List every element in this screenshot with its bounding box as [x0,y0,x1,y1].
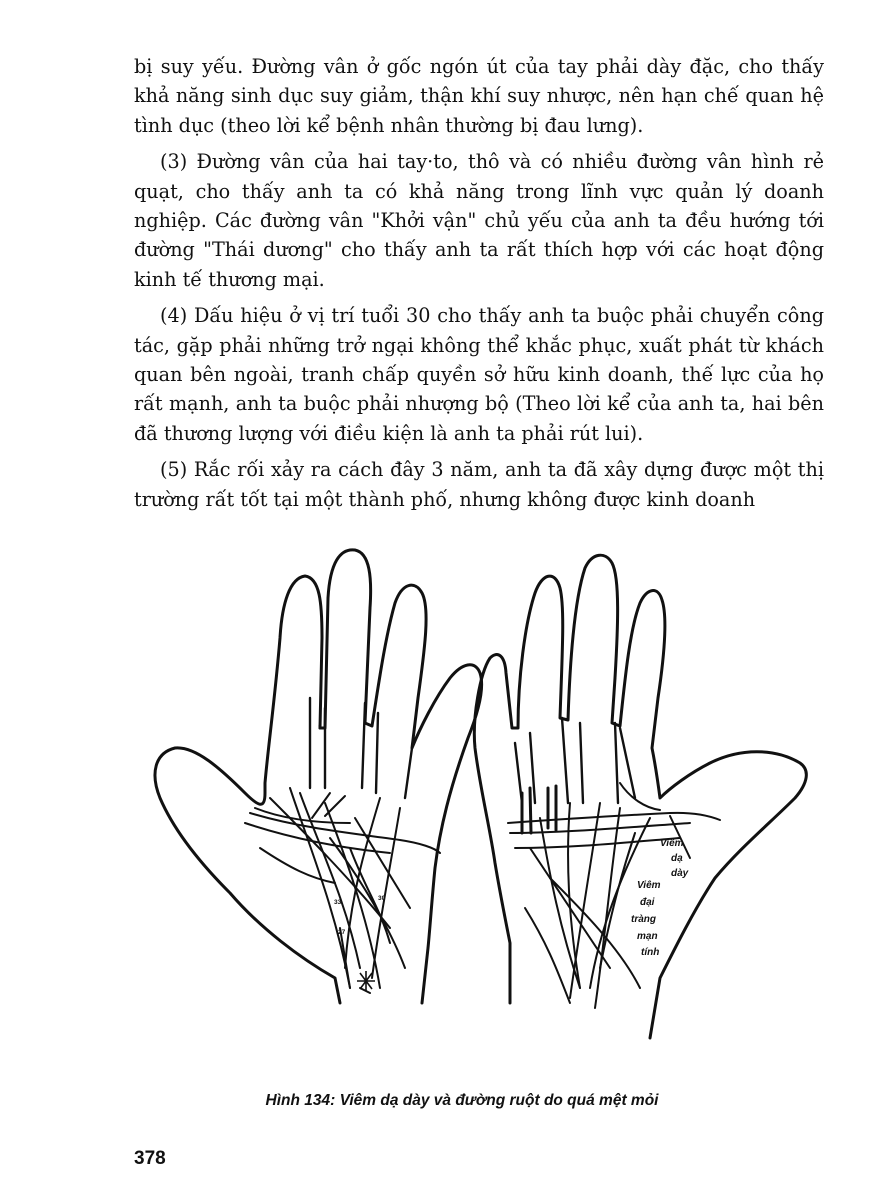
mark-27: 27 [338,929,346,936]
label-dai: đại [640,897,655,908]
label-da: dạ [671,853,683,864]
right-hand-outline [474,555,806,1038]
paragraph-4: (5) Rắc rối xảy ra cách đây 3 năm, anh ta đã xây dựng được một thị trường rất tốt tại một thành phố, nhưng không được kinh doanh [134,458,824,511]
figure-caption: Hình 134: Viêm dạ dày và đường ruột do quá mệt mỏi [265,1092,659,1109]
page-number: 378 [134,1148,166,1169]
body-text [134,52,824,521]
label-day: dày [671,868,689,879]
mark-33: 33 [334,899,342,906]
label-man: mạn [637,931,658,942]
label-tinh: tính [641,947,660,958]
paragraph-1: bị suy yếu. Đường vân ở gốc ngón út của tay phải dày đặc, cho thấy khả năng sinh dục suy giảm, thận khí suy nhược, nên hạn chế quan hệ tình dục (theo lời kể bệnh nhân thường bị đau lưng). [134,55,824,137]
paragraph-2: (3) Đường vân của hai tay·to, thô và có nhiều đường vân hình rẻ quạt, cho thấy anh ta có khả năng trong lĩnh vực quản lý doanh nghiệp. Các đường vân "Khởi vận" chủ yếu của anh ta đều hướng tới đường "Thái dương" cho thấy anh ta rất thích hợp với các hoạt động kinh tế thương mại. [134,150,824,291]
paragraph-3: (4) Dấu hiệu ở vị trí tuổi 30 cho thấy anh ta buộc phải chuyển công tác, gặp phải những trở ngại không thể khắc phục, xuất phát từ khách quan bên ngoài, tranh chấp quyền sở hữu kinh doanh, thế lực của họ rất mạnh, anh ta buộc phải nhượng bộ (Theo lời kể của anh ta, hai bên đã thương lượng với điều kiện là anh ta phải rút lui). [134,304,824,445]
label-trang: tràng [631,914,656,925]
palm-drawing [150,548,810,1058]
label-viem-2: Viêm [637,880,661,891]
label-viem-1: Viêm [660,838,684,849]
left-hand-outline [155,550,482,1003]
mark-30: 30 [378,895,386,902]
palm-illustration [150,548,810,1058]
